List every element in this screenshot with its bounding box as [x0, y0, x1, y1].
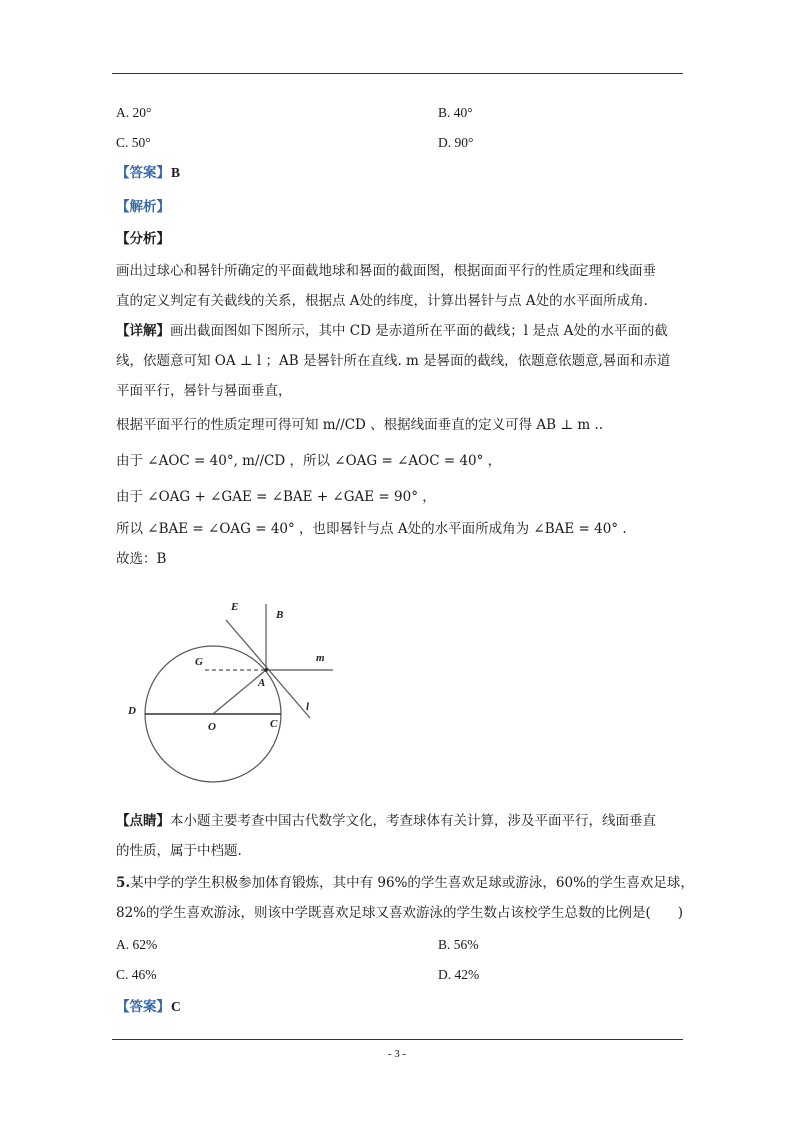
angle-sum-line: 由于 ∠OAG + ∠GAE = ∠BAE + ∠GAE = 90° ，	[116, 489, 436, 505]
q4-option-c: C. 50°	[116, 135, 151, 150]
label-C: C	[270, 718, 278, 730]
dianjing-line-1	[116, 812, 656, 830]
label-m: m	[316, 652, 325, 664]
page-number: - 3 -	[387, 1048, 407, 1060]
q5-option-c: C. 46%	[116, 967, 157, 982]
q5-option-a: A. 62%	[116, 937, 158, 952]
dianjing-tag: 【点睛】	[116, 813, 170, 829]
label-D: D	[128, 705, 136, 717]
xiangjie-text-1: 画出截面图如下图所示，其中 CD 是赤道所在平面的截线；l 是点 A处的水平面的截	[170, 323, 668, 339]
bae-line: 所以 ∠BAE = ∠OAG = 40° ，也即晷针与点 A处的水平面所成角为 ∠BAE = 40° .	[116, 521, 627, 537]
label-l: l	[306, 701, 310, 713]
answer-tag: 【答案】	[116, 165, 170, 181]
guxuan-line: 故选：B	[116, 551, 167, 567]
q5-answer	[116, 998, 181, 1016]
xiangjie-line-2: 线，依题意可知 OA ⊥ l ；AB 是晷针所在直线. m 是晷面的截线，依题意依题意,晷面和赤道	[116, 353, 671, 369]
point-A	[264, 668, 268, 672]
label-B: B	[276, 609, 284, 621]
label-G: G	[195, 656, 203, 668]
q5-number: 5.	[116, 875, 131, 891]
footer-rule	[112, 1039, 683, 1040]
q5-option-b: B. 56%	[438, 937, 479, 952]
label-O: O	[208, 721, 216, 733]
xiangjie-line-3: 平面平行，晷针与晷面垂直，	[116, 383, 292, 399]
q4-option-d: D. 90°	[438, 135, 474, 150]
dianjing-line-2: 的性质，属于中档题.	[116, 843, 242, 859]
xiangjie-tag: 【详解】	[116, 323, 170, 339]
q5-stem-line-1	[116, 874, 694, 892]
answer-value: B	[171, 165, 181, 180]
q5-stem-line-2: 82%的学生喜欢游泳，则该中学既喜欢足球又喜欢游泳的学生数占该校学生总数的比例是( )	[116, 905, 684, 921]
fenxi-line-1: 画出过球心和晷针所确定的平面截地球和晷面的截面图，根据面面平行的性质定理和线面垂	[116, 263, 656, 279]
answer-value: C	[171, 999, 181, 1014]
q4-option-b: B. 40°	[438, 105, 473, 120]
label-E: E	[231, 601, 239, 613]
fenxi-line-2: 直的定义判定有关截线的关系，根据点 A处的纬度，计算出晷针与点 A处的水平面所成角.	[116, 293, 648, 309]
label-A: A	[258, 677, 266, 689]
aoc-line: 由于 ∠AOC = 40°, m//CD ，所以 ∠OAG = ∠AOC = 40° ，	[116, 453, 502, 469]
q5-text-1: 某中学的学生积极参加体育锻炼，其中有 96%的学生喜欢足球或游泳，60%的学生喜欢足球，	[130, 875, 694, 891]
jiexi-tag: 【解析】	[116, 199, 170, 215]
q4-option-a: A. 20°	[116, 105, 152, 120]
q5-option-d: D. 42%	[438, 967, 480, 982]
line-l	[226, 620, 310, 718]
parallel-line: 根据平面平行的性质定理可得可知 m//CD 、根据线面垂直的定义可得 AB ⊥ m ..	[116, 417, 604, 433]
dianjing-text-1: 本小题主要考查中国古代数学文化，考查球体有关计算，涉及平面平行，线面垂直	[170, 813, 656, 829]
answer-tag: 【答案】	[116, 999, 170, 1015]
fenxi-tag: 【分析】	[116, 231, 170, 247]
